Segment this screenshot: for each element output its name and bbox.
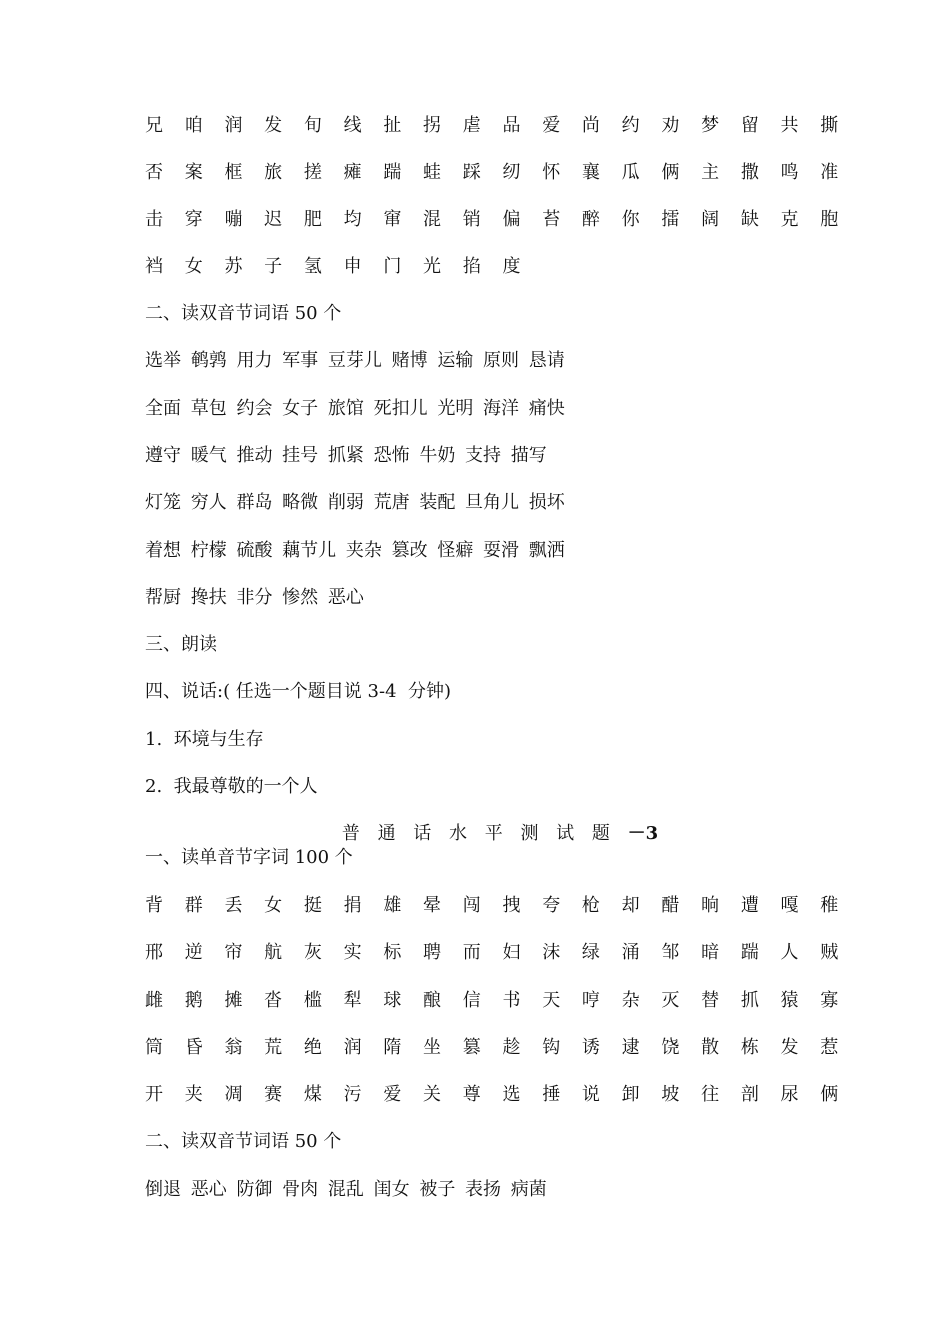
section-heading: 二、读双音节词语 50 个: [145, 303, 342, 324]
char-row: 雌 鹅 摊 沓 槛 犁 球 酿 信 书 天 哼 杂 灭 替 抓 猿 寡: [145, 990, 847, 1011]
section-heading: 四、说话:( 任选一个题目说 3-4 分钟): [145, 681, 451, 702]
section-heading: 二、读双音节词语 50 个: [145, 1131, 342, 1152]
char-row: 背 群 丢 女 挺 捐 雄 晕 闯 拽 夸 枪 却 醋 晌 遭 嘎 稚: [145, 895, 847, 916]
section-heading: 三、朗读: [145, 634, 217, 655]
word-row: 着想 柠檬 硫酸 藕节儿 夹杂 篡改 怪癖 耍滑 飘洒: [145, 540, 565, 561]
char-row: 兄 咱 润 发 旬 线 扯 拐 虐 品 爱 尚 约 劝 梦 留 共 撕: [145, 115, 847, 136]
word-row: 全面 草包 约会 女子 旅馆 死扣儿 光明 海洋 痛快: [145, 398, 565, 419]
word-row: 灯笼 穷人 群岛 略微 削弱 荒唐 装配 旦角儿 损坏: [145, 492, 565, 513]
char-row: 开 夹 凋 赛 煤 污 爱 关 尊 选 捶 说 卸 坡 往 剖 尿 俩: [145, 1084, 847, 1105]
test-title-number: －3: [627, 823, 659, 844]
char-row: 否 案 框 旅 搓 瘫 踹 蛙 踩 纫 怀 襄 瓜 俩 主 撒 鸣 准: [145, 162, 847, 183]
topic-item: 2. 我最尊敬的一个人: [145, 776, 318, 797]
test-title: [0, 822, 950, 846]
char-row: 裆 女 苏 子 氢 申 门 光 掐 度: [145, 256, 529, 277]
char-row: 邢 逆 帘 航 灰 实 标 聘 而 妇 沫 绿 涌 邹 暗 踹 人 贼: [145, 942, 847, 963]
section-heading: 一、读单音节字词 100 个: [145, 847, 353, 868]
word-row: 遵守 暖气 推动 挂号 抓紧 恐怖 牛奶 支持 描写: [145, 445, 547, 466]
word-row: 倒退 恶心 防御 骨肉 混乱 闺女 被子 表扬 病菌: [145, 1179, 547, 1200]
topic-item: 1. 环境与生存: [145, 729, 264, 750]
word-row: 帮厨 搀扶 非分 惨然 恶心: [145, 587, 364, 608]
word-row: 选举 鹌鹑 用力 军事 豆芽儿 赌博 运输 原则 恳请: [145, 350, 565, 371]
test-title-text: 普 通 话 水 平 测 试 题: [341, 823, 628, 844]
char-row: 筒 昏 翁 荒 绝 润 隋 坐 篡 趁 钩 诱 逮 饶 散 栋 发 惹: [145, 1037, 847, 1058]
char-row: 击 穿 嘣 迟 肥 均 窜 混 销 偏 苔 醉 你 擂 阔 缺 克 胞: [145, 209, 847, 230]
